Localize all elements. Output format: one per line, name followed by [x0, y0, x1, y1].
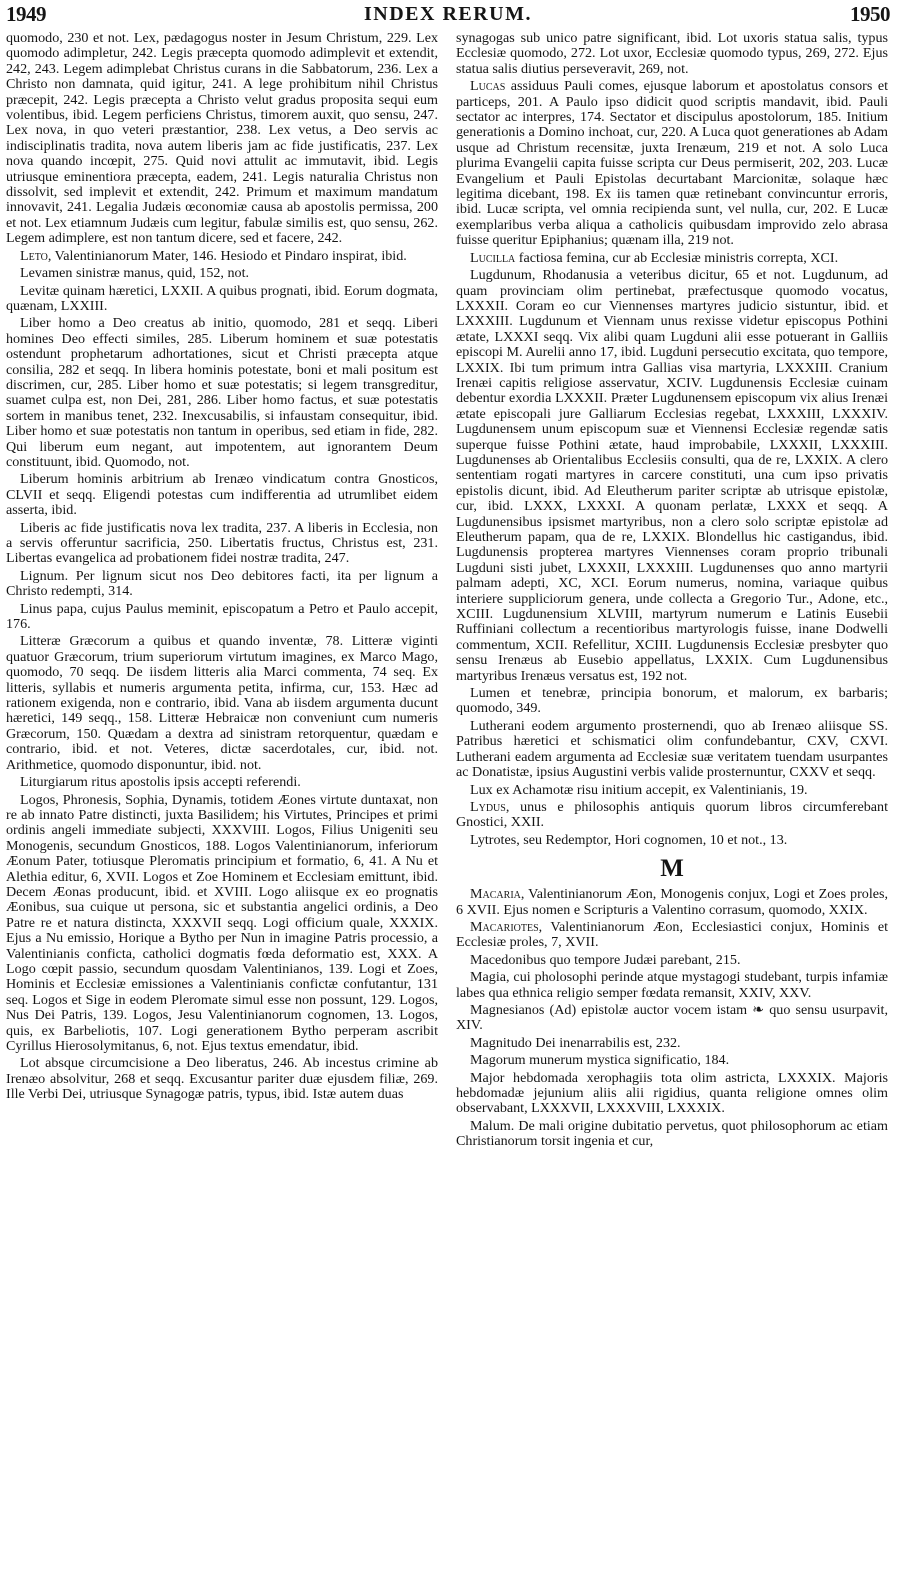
entry-text: Lytrotes, seu Redemptor, Hori cognomen, 10 et not., 13.	[470, 831, 788, 848]
entry-text: quomodo, 230 et not. Lex, pædagogus noster in Jesum Christum, 229. Lex quomodo adimpletur, 242. Legis præcepta quomodo adimplevit et extendit, 242, 243. Legem adimplebat Christus curans in die Sabbatorum, 236. Lex a Christo non damnata, quid igitur, 241. A lege prohibitum nihil Christus præcepit, 242. Legis præcepta a Christo velut gradus proposita sequi eum volentibus, ibid. Legem perficiens Christus, timorem auxit, quo sensu, 247. Lex nova, in quo veteri præstantior, 238. Lex vetus, a Deo servis ac indisciplinatis tradita, nova autem liberis jam ac fide justificatis, 237. Lex nova quando incœpit, 275. Quid novi attulit ac immutavit, ibid. Legis utriusque eminentiora præcepta, eadem, 241. Legis naturalia Christus non dissolvit, sed implevit et extendit, 242. Primum et maximum mandatum innovavit, 241. Legalia Judæis œconomiæ causa ab apostolis permissa, 200 et not. Lex etiamnum Judæis cum legitur, fabulæ similis est, quo sensu, 262. Legem adimplere, est non tantum dicere, sed et facere, 242.	[6, 31, 438, 247]
running-title: INDEX RERUM.	[364, 3, 532, 25]
entry-text: Levitæ quinam hæretici, LXXII. A quibus prognati, ibid. Eorum dogmata, quænam, LXXIII.	[6, 282, 438, 314]
index-column-left	[6, 31, 438, 1471]
entry-text: Macedonibus quo tempore Judæi parebant, 215.	[470, 951, 741, 968]
entry-text: Malum. De mali origine dubitatio pervetus, quot philosophorum ac etiam Christianorum torsit ingenia et cur,	[456, 1117, 888, 1150]
entry-text: Liberum hominis arbitrium ab Irenæo vindicatum contra Gnosticos, CLVII et seqq. Eligendi potestas cum indifferentia ad utrumlibet eidem asserta, ibid.	[6, 471, 438, 519]
index-entry-lex-cont	[6, 31, 438, 247]
index-entry-lucilla	[456, 251, 888, 266]
entry-lemma: Macariotes	[470, 918, 539, 935]
entry-text: Lugdunum, Rhodanusia a veteribus dicitur, 65 et not. Lugdunum, ad quam provinciam olim pertinebat, præfectusque quomodo vocatus, LXXXII. Coram eo cur Viennenses martyres judicio sistuntur, ibid. et LXXXIII. Lugdunum et Viennam unus rexisse videtur episcopus Pothini ætate, LXXXI seqq. Vix alibi quam Lugduni alii esse potuerant in Galliis episcopi M. Aurelii anno 17, ibid. Lugduni persecutio excitata, quo tempore, LXXIX. Ibi tum primum intra Gallias visa martyria, LXXXIII. Cranium Irenæi capitis religiose asservatur, XCIV. Lugdunensis Ecclesiæ cuinam debentur exordia LXXXII. Præter Lugdunensem episcopum vix alius Irenæi ætate episcopali jure Galliarum Ecclesias regebat, LXXXIII, LXXXIV. Lugdunensem unum episcopum suæ et Viennensi Ecclesiæ regendæ satis superque fuisse Pothini ætate, haud improbabile, LXXXII, LXXXIII. Lugdunenses ab Orientalibus Ecclesiis consulti, qua de re, LXXIX. A clero sententiam rogati martyres in carcere constituti, una cum ipso privatis epistolis dicunt, ibid. Ad Eleutherum pariter scriptæ ab utrisque epistolæ, cur, ibid. LXXX, LXXXI. A quonam perlatæ, LXXX et seqq. A Lugdunensibus ipsismet martyribus, non a clero solo scriptæ epistolæ ad Eleutherum papam, qua de re, LXXIX. Blondellus hic castigandus, ibid. Lugdunensis propterea martyres Viennenses coram proprio tribunali Lugduni sisti jubet, LXXXII, LXXXIII. Lugdunenses quo anno martyrii palmam adepti, XC, XCI. Eorum numerus, nomina, variaque quibus interiere suppliciorum genera, unde collecta a Gregorio Tur., Adone, etc., XCIII. Lugdunensium XLVIII, martyrum numerum e Latinis Eusebii Ruffiniani collectum a recentioribus martyrologis fuisse, inane Dodwelli commentum, XCII. Refellitur, XCIII. Lugdunensis Ecclesiæ presbyter quo sensu Irenæus ab Eusebio appellatus, LXXIX. Cum Lugdunensibus martyribus Irenæus versatus est, 192 not.	[456, 267, 888, 684]
entry-text: , Valentinianorum Æon, Monogenis conjux, Logi et Zoes proles, 6 XVII. Ejus nomen e Scripturis a Valentino corrasum, quomodo, XXIX.	[456, 886, 888, 918]
index-entry-major	[456, 1071, 888, 1117]
index-entry-logos	[6, 793, 438, 1055]
entry-text: Magorum munerum mystica significatio, 184.	[470, 1052, 730, 1069]
entry-lemma: Lucas	[470, 78, 506, 95]
index-entry-lux	[456, 783, 888, 798]
page-number-right: 1950	[850, 2, 890, 26]
index-entry-magorum	[456, 1053, 888, 1068]
index-entry-magnesianos	[456, 1003, 888, 1034]
entry-lemma: Macaria	[470, 886, 521, 903]
index-entry-lucas	[456, 79, 888, 248]
index-entry-liberis	[6, 521, 438, 567]
index-entry-lot-cont	[456, 31, 888, 77]
index-entry-lot	[6, 1056, 438, 1102]
index-entry-lytrotes	[456, 833, 888, 848]
index-entry-leto	[6, 249, 438, 264]
entry-text: synagogas sub unico patre significant, ibid. Lot uxoris statua salis, typus Ecclesiæ quomodo, 272. Lot uxor, Ecclesiæ quomodo typus, 269, 272. Ejus statua salis diutius perseveravit, 269, not.	[456, 31, 888, 77]
entry-text: Litteræ Græcorum a quibus et quando inventæ, 78. Litteræ viginti quatuor Græcorum, trium superiorum virtutum imagines, ex Marco Mago, quomodo, 70 seqq. De iisdem litteris alia Marci commenta, 74 seq. Ex litteris, syllabis et numeris argumenta petita, infirma, cur, 153. Hæc ad rationem exigenda, non e contrario, ibid. Vana ab iisdem argumenta ducunt hæretici, 149 seqq., 158. Litteræ Hebraicæ non conveniunt cum numeris Græcorum, 150. Quædam a dextra ad sinistram retorquentur, quædam e contrario, ibid. et not. Veteres, dictæ sacerdotales, cur, ibid. not. Arithmetice, quomodo disponuntur, ibid. not.	[6, 633, 438, 773]
index-entry-liber	[6, 316, 438, 470]
index-entry-liberum-arbitrium	[6, 472, 438, 518]
index-entry-malum	[456, 1119, 888, 1150]
index-entry-liturgiarum	[6, 775, 438, 790]
entry-text: Liberis ac fide justificatis nova lex tradita, 237. A liberis in Ecclesia, non a servis offeruntur sacrificia, 250. Libertatis fructus, Christus est, 231. Libertas evangelica ad probationem fidei nostræ tradita, 247.	[6, 519, 438, 567]
entry-lemma: Leto	[20, 247, 48, 264]
entry-text: Major hebdomada xerophagiis tota olim astricta, LXXXIX. Majoris hebdomadæ jejunium aliis alii rigidius, quanta religione omnes olim observabant, LXXXVII, LXXXVIII, LXXXIX.	[456, 1069, 888, 1117]
entry-text: Magia, cui pholosophi perinde atque mystagogi studebant, turpis infamiæ labes qua ethnica religio semper fœdata remansit, XXIV, XXV.	[456, 969, 888, 1001]
index-entry-macariotes	[456, 920, 888, 951]
entry-text: Magnitudo Dei inenarrabilis est, 232.	[470, 1034, 681, 1051]
entry-text: Lutherani eodem argumento prosternendi, quo ab Irenæo aliisque SS. Patribus hæretici et schismatici olim confundebantur, CXV, CXVI. Lutherani eadem argumenta ad Ecclesiæ suæ veritatem tuendam usurpantes ac Donatistæ, ipsius Augustini verbis valide prosternuntur, CXXV et seqq.	[456, 717, 888, 781]
index-column-right	[456, 31, 888, 1471]
entry-text: , Valentinianorum Æon, Ecclesiastici conjux, Hominis et Ecclesiæ proles, 7, XVII.	[456, 918, 888, 951]
entry-text: Magnesianos (Ad) epistolæ auctor vocem istam ❧ quo sensu usurpavit, XIV.	[456, 1001, 888, 1034]
page-number-left: 1949	[6, 2, 46, 26]
entry-text: Lumen et tenebræ, principia bonorum, et malorum, ex barbaris; quomodo, 349.	[456, 685, 888, 717]
entry-text: Logos, Phronesis, Sophia, Dynamis, totidem Æones virtute duntaxat, non re ab innato Patre distincti, juxta Basilidem; his Virtutes, Principes et primi ordinis angeli immediate subjecti, XXXVIII. Logos, Filius Unigeniti seu Monogenis, secundum Gnosticos, 188. Logos Valentinianorum, inferiorum Æonum Pater, totiusque Pleromatis principium et formatio, 6, 41. A Nu et Alethia editur, 6, XVII. Logos et Zoe Hominem et Ecclesiam emittunt, ibid. Decem Æonas producunt, ibid. et XVIII. Logo aliisque ex eo prognatis Æonibus, sua cuique ut persona, sic et substantia angelici ordinis, a Deo Patre re et natura distincta, XXXVII seqq. Logi officium quale, XXXIX. Ejus a Nu emissio, Horique a Bytho per Nun in imagine Patris processio, a Valentinianis conficta, catholici dogmatis fœda deformatio est, XXX. A Logo cœpit passio, secundum quosdam Valentinianos, 139. Logi et Zoes, Hominis et Ecclesiæ emissiones a Valentinianis confictæ confutantur, 131 seq. Logos et Sige in eodem Pleromate simul esse non possunt, 129. Logos, Nus Dei Patris, 139. Logos, Jesu Valentinianorum cognomen, 13. Logos, quis, ex Barbeliotis, 107. Logi generationem Bytho perperam ascribit Cyrillus Hierosolymitanus, 6, not. Ejus textus emendatur, ibid.	[6, 791, 438, 1054]
index-entry-linus	[6, 602, 438, 633]
entry-text: Liber homo a Deo creatus ab initio, quomodo, 281 et seqq. Liberi homines Deo effecti similes, 285. Liberum hominem et suæ potestatis ostendunt prophetarum adhortationes, sicut et Christi præcepta atque consilia, 282 et seqq. In libera hominis potestate, boni et mali positum est discrimen, cur, 285. Liber homo et suæ potestatis; si legem transgreditur, suamet culpa est, non Dei, 281, 286. Liber homo factus, et suæ potestatis sortem in manibus tenet, 232. Inexcusabilis, si infaustam consequitur, ibid. Liber homo et suæ potestatis non tantum in operibus, sed etiam in fide, 282. Qui liberum eum negant, aut impotentem, aut ignorantem Deum constituunt, ibid. Quomodo, not.	[6, 315, 438, 470]
index-entry-levitae	[6, 284, 438, 315]
index-entry-lumen	[456, 686, 888, 717]
entry-lemma: Lucilla	[470, 249, 516, 266]
index-entry-macedonibus	[456, 953, 888, 968]
index-entry-macaria	[456, 887, 888, 918]
index-entry-magnitudo	[456, 1036, 888, 1051]
index-entry-lutherani	[456, 719, 888, 781]
entry-text: Lignum. Per lignum sicut nos Deo debitores facti, ita per lignum a Christo redempti, 314.	[6, 567, 438, 600]
index-entry-levamen	[6, 266, 438, 281]
page-header	[6, 2, 890, 32]
entry-text: Linus papa, cujus Paulus meminit, episcopatum a Petro et Paulo accepit, 176.	[6, 600, 438, 633]
entry-text: , unus e philosophis antiquis quorum libros circumferebant Gnostici, XXII.	[456, 798, 888, 831]
entry-text: , Valentinianorum Mater, 146. Hesiodo et Pindaro inspirat, ibid.	[47, 247, 407, 264]
index-entry-litterae	[6, 634, 438, 773]
section-letter-heading: M	[660, 855, 684, 883]
entry-text: Liturgiarum ritus apostolis ipsis accepti referendi.	[20, 774, 301, 791]
entry-text: factiosa femina, cur ab Ecclesiæ ministris correpta, XCI.	[515, 249, 839, 266]
index-entry-lignum	[6, 569, 438, 600]
entry-text: assiduus Pauli comes, ejusque laborum et apostolatus consors et particeps, 201. A Paulo ipso didicit quod scriptis mandavit, ibid. Pauli sectator ac interpres, 174. Sectator et discipulus apostolorum, 185. Initium generationis a Domino inchoat, cur, 220. A Luca quot generationes ab Adam usque ad Christum recensitæ, juxta Irenæum, 219 et not. A solo Luca plurima Evangelii capita fuisse scripta cur Deus permiserit, 202, 203. Lucæ Evangelium et Pauli Epistolas decurtabant Marcionitæ, solaque hæc legitima dicebant, 198. Ex iis tamen quæ retinebant convincuntur erroris, ibid. Lucæ scripta, vel omnia recipienda sunt, vel nulla, cur, 202. E Lucæ exemplaribus verba aliqua a catholicis quibusdam improvido zelo abrasa fuisse queritur Epiphanius; quænam illa, 219 not.	[456, 78, 888, 249]
entry-text: Lux ex Achamotæ risu initium accepit, ex Valentinianis, 19.	[470, 781, 808, 798]
index-entry-lugdunum	[456, 268, 888, 684]
index-entry-magia	[456, 970, 888, 1001]
entry-text: Lot absque circumcisione a Deo liberatus, 246. Ab incestus crimine ab Irenæo absolvitur, 268 et seqq. Excusantur pariter duæ ejusdem filiæ, 269. Ille Verbi Dei, utriusque Synagogæ patris, typus, ibid. Istæ autem duas	[6, 1055, 438, 1103]
entry-text: Levamen sinistræ manus, quid, 152, not.	[20, 265, 250, 282]
entry-lemma: Lydus	[470, 798, 506, 815]
index-entry-lydus	[456, 800, 888, 831]
